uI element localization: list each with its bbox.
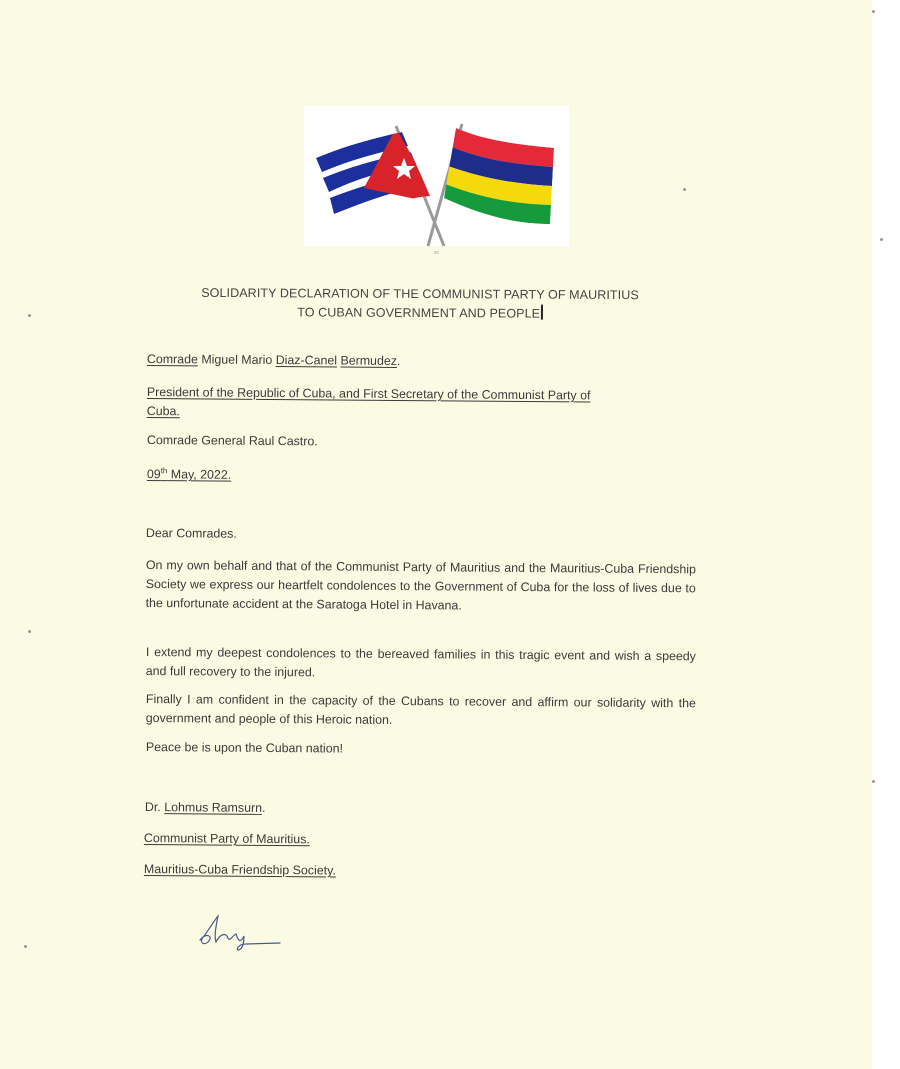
speck (872, 780, 875, 783)
signatory-org-1: Communist Party of Mauritius. (143, 830, 310, 847)
speck (683, 188, 686, 191)
title-line-2-text: TO CUBAN GOVERNMENT AND PEOPLE (297, 305, 541, 321)
paragraph-condolences: On my own behalf and that of the Communist Party of Mauritius and the Mauritius-Cuba Friendship Society we express our heartfelt condolences to the Government of Cuba for the loss of lives due to the unfortunate accident at the Saratoga Hotel in Havana. (145, 557, 696, 613)
addressee-name-part2: Diaz-Canel (275, 353, 338, 368)
speck (28, 630, 31, 633)
addressee-role-line-1: President of the Republic of Cuba, and First Secretary of the Communist Party of (146, 384, 591, 403)
text-caret (541, 305, 543, 320)
signatory-name (145, 798, 266, 818)
letter-date (147, 461, 231, 485)
addressee-comrade: Comrade (146, 351, 198, 367)
svg-text:sc: sc (434, 250, 439, 256)
addressee-name-part1: Miguel Mario (201, 352, 273, 367)
title-line-1: SOLIDARITY DECLARATION OF THE COMMUNIST PARTY OF MAURITIUS (201, 285, 639, 303)
cuba-flag-icon (304, 106, 444, 246)
signatory-name-text: Lohmus Ramsurn (164, 800, 263, 815)
signatory-org-2: Mauritius-Cuba Friendship Society. (143, 861, 336, 878)
date-day: 09 (146, 467, 161, 482)
mauritius-flag-icon (444, 128, 554, 224)
addressee-name-part3: Bermudez (340, 353, 398, 368)
date-rest: May, 2022. (167, 467, 232, 482)
addressee-name (147, 350, 401, 371)
page-edge (872, 0, 900, 1069)
addressee-role (147, 383, 707, 425)
crossed-flags-image (304, 106, 569, 256)
paragraph-peace: Peace be is upon the Cuban nation! (145, 739, 344, 756)
addressee-role-line-2: Cuba. (146, 403, 180, 419)
signature-icon (192, 910, 292, 955)
addressee-second: Comrade General Raul Castro. (146, 432, 318, 449)
salutation: Dear Comrades. (145, 525, 237, 541)
speck (24, 945, 27, 948)
speck (28, 314, 31, 317)
declaration-title (160, 284, 680, 325)
paragraph-solidarity: Finally I am confident in the capacity of the Cubans to recover and affirm our solidarity with the government and people of this Heroic nation. (145, 691, 696, 727)
speck (872, 10, 875, 13)
addressee-name-end: . (396, 353, 401, 368)
signatory-title: Dr. (144, 799, 161, 815)
signatory-name-end: . (261, 800, 266, 815)
paragraph-families: I extend my deepest condolences to the bereaved families in this tragic event and wish a speedy and full recovery to the injured. (145, 644, 696, 680)
speck (880, 238, 883, 241)
date-suffix: th (160, 466, 168, 476)
title-line-2 (160, 303, 680, 325)
